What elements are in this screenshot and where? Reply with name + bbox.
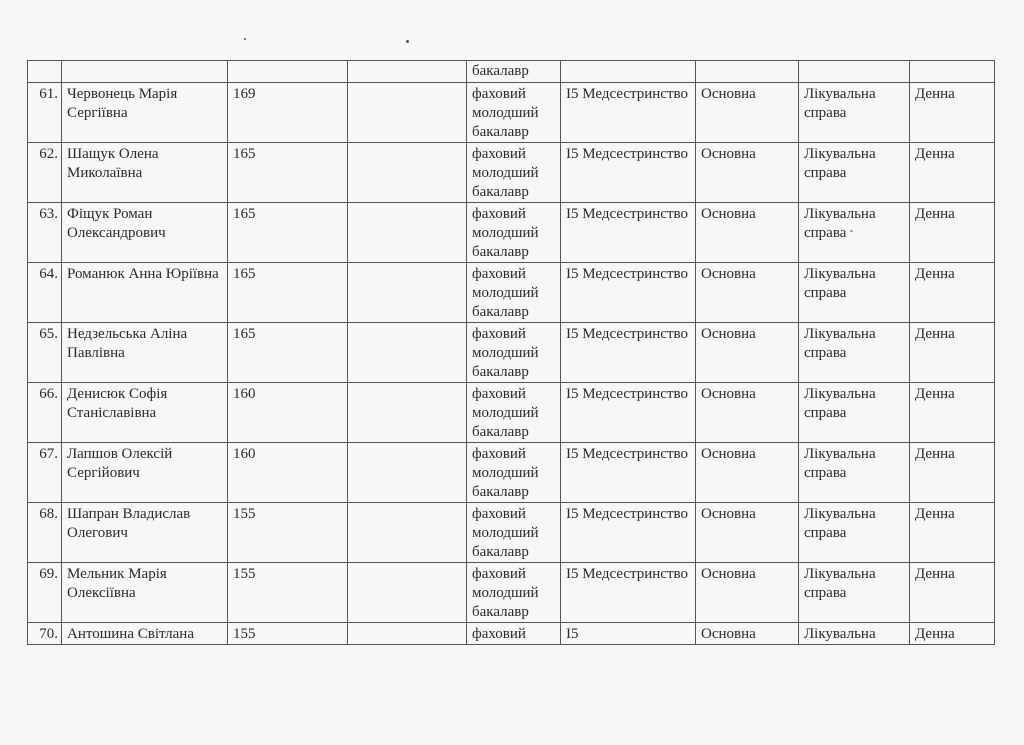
extra-cell: [348, 263, 467, 323]
degree-level: фаховий молодший бакалавр: [467, 263, 561, 323]
table-row: [28, 383, 995, 443]
row-number: 65.: [28, 323, 62, 383]
row-number: 70.: [28, 623, 62, 645]
extra-cell: [348, 61, 467, 83]
funding-basis: Основна: [696, 83, 799, 143]
row-number: 63.: [28, 203, 62, 263]
program: Лікувальна справа: [799, 383, 910, 443]
specialty: I5 Медсестринство: [561, 263, 696, 323]
row-number: 61.: [28, 83, 62, 143]
degree-level: бакалавр: [467, 61, 561, 83]
program: Лікувальна справа: [799, 323, 910, 383]
degree-level: фаховий молодший бакалавр: [467, 83, 561, 143]
score: 165: [228, 323, 348, 383]
program: Лікувальна справа: [799, 263, 910, 323]
specialty: I5 Медсестринство: [561, 143, 696, 203]
score: 169: [228, 83, 348, 143]
specialty: I5 Медсестринство: [561, 383, 696, 443]
study-form: Денна: [910, 443, 995, 503]
row-number: 62.: [28, 143, 62, 203]
study-form: Денна: [910, 563, 995, 623]
funding-basis: Основна: [696, 143, 799, 203]
score: 165: [228, 143, 348, 203]
score: 165: [228, 263, 348, 323]
score: 155: [228, 623, 348, 645]
degree-level: фаховий молодший бакалавр: [467, 323, 561, 383]
applicant-name: Червонець Марія Сергіївна: [62, 83, 228, 143]
program: Лікувальна: [799, 623, 910, 645]
table-row: [28, 563, 995, 623]
funding-basis: Основна: [696, 203, 799, 263]
row-number: 64.: [28, 263, 62, 323]
study-form: [910, 61, 995, 83]
applicant-name: Романюк Анна Юріївна: [62, 263, 228, 323]
score: 165: [228, 203, 348, 263]
study-form: Денна: [910, 623, 995, 645]
row-number: 67.: [28, 443, 62, 503]
applicant-name: Шащук Олена Миколаївна: [62, 143, 228, 203]
study-form: Денна: [910, 83, 995, 143]
scan-speck: [406, 40, 409, 43]
study-form: Денна: [910, 503, 995, 563]
extra-cell: [348, 323, 467, 383]
program: Лікувальна справа: [799, 83, 910, 143]
specialty: I5 Медсестринство: [561, 443, 696, 503]
applicant-name: Антошина Світлана: [62, 623, 228, 645]
funding-basis: Основна: [696, 503, 799, 563]
degree-level: фаховий: [467, 623, 561, 645]
row-number: 69.: [28, 563, 62, 623]
degree-level: фаховий молодший бакалавр: [467, 143, 561, 203]
study-form: Денна: [910, 323, 995, 383]
applicant-name: Денисюк Софія Станіславівна: [62, 383, 228, 443]
program: Лікувальна справа: [799, 503, 910, 563]
extra-cell: [348, 563, 467, 623]
degree-level: фаховий молодший бакалавр: [467, 503, 561, 563]
specialty: [561, 61, 696, 83]
score: 160: [228, 383, 348, 443]
program: Лікувальна справа: [799, 143, 910, 203]
applicant-name: [62, 61, 228, 83]
program: Лікувальна справа: [799, 443, 910, 503]
funding-basis: Основна: [696, 323, 799, 383]
row-number: [28, 61, 62, 83]
table-row: [28, 143, 995, 203]
table-row: [28, 503, 995, 563]
applicant-name: Мельник Марія Олексіївна: [62, 563, 228, 623]
extra-cell: [348, 143, 467, 203]
scan-speck: [244, 38, 246, 40]
extra-cell: [348, 443, 467, 503]
applicants-table: [27, 60, 995, 645]
funding-basis: Основна: [696, 443, 799, 503]
funding-basis: Основна: [696, 623, 799, 645]
program: [799, 61, 910, 83]
specialty: I5 Медсестринство: [561, 563, 696, 623]
row-number: 66.: [28, 383, 62, 443]
degree-level: фаховий молодший бакалавр: [467, 563, 561, 623]
program: Лікувальна справа: [799, 563, 910, 623]
extra-cell: [348, 383, 467, 443]
degree-level: фаховий молодший бакалавр: [467, 443, 561, 503]
table-row: [28, 323, 995, 383]
score: [228, 61, 348, 83]
study-form: Денна: [910, 383, 995, 443]
applicant-name: Лапшов Олексій Сергійович: [62, 443, 228, 503]
score: 160: [228, 443, 348, 503]
table-row: [28, 443, 995, 503]
applicant-name: Шапран Владислав Олегович: [62, 503, 228, 563]
funding-basis: Основна: [696, 563, 799, 623]
specialty: I5 Медсестринство: [561, 323, 696, 383]
extra-cell: [348, 83, 467, 143]
table-row: [28, 203, 995, 263]
specialty: I5 Медсестринство: [561, 503, 696, 563]
extra-cell: [348, 503, 467, 563]
applicant-name: Недзельська Аліна Павлівна: [62, 323, 228, 383]
score: 155: [228, 503, 348, 563]
applicant-name: Фіщук Роман Олександрович: [62, 203, 228, 263]
score: 155: [228, 563, 348, 623]
table-row: [28, 623, 995, 645]
table-row: [28, 83, 995, 143]
specialty: I5: [561, 623, 696, 645]
extra-cell: [348, 203, 467, 263]
funding-basis: Основна: [696, 383, 799, 443]
degree-level: фаховий молодший бакалавр: [467, 203, 561, 263]
study-form: Денна: [910, 263, 995, 323]
funding-basis: [696, 61, 799, 83]
study-form: Денна: [910, 203, 995, 263]
program: Лікувальна справа: [799, 203, 910, 263]
table-row: [28, 263, 995, 323]
extra-cell: [348, 623, 467, 645]
funding-basis: Основна: [696, 263, 799, 323]
degree-level: фаховий молодший бакалавр: [467, 383, 561, 443]
table-row: [28, 61, 995, 83]
row-number: 68.: [28, 503, 62, 563]
specialty: I5 Медсестринство: [561, 83, 696, 143]
specialty: I5 Медсестринство: [561, 203, 696, 263]
study-form: Денна: [910, 143, 995, 203]
